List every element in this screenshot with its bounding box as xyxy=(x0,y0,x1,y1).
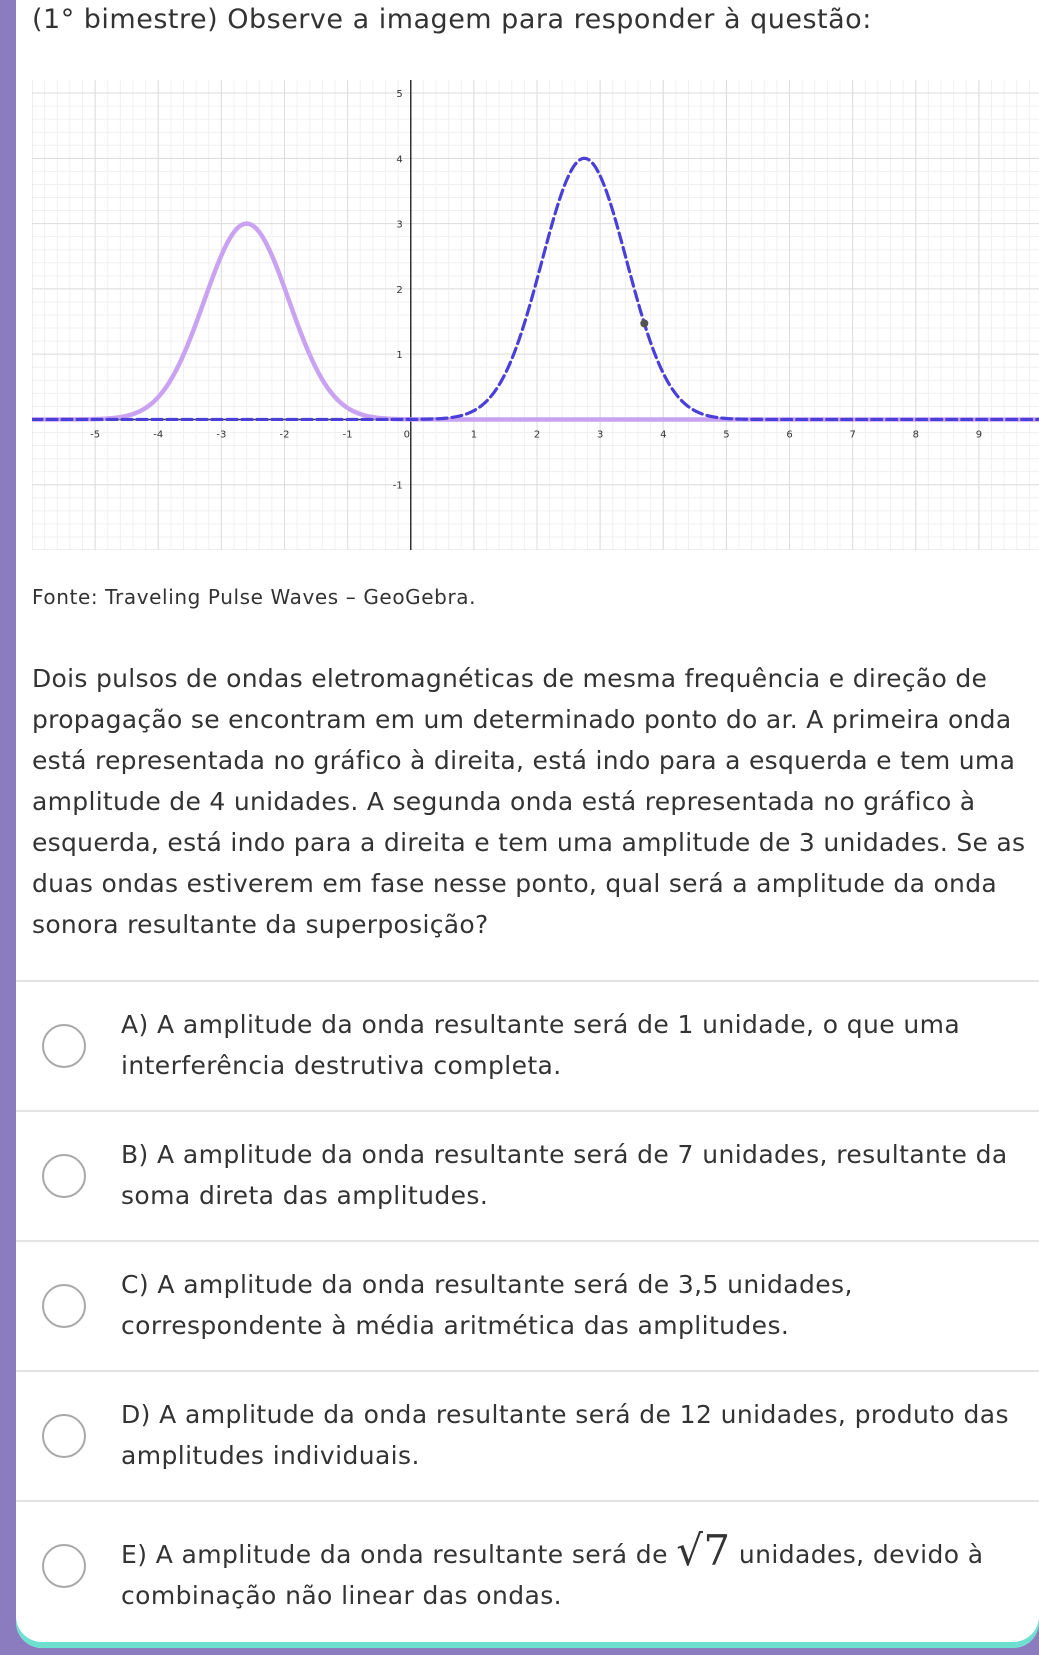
answer-options xyxy=(16,980,1039,1630)
option-d[interactable] xyxy=(16,1370,1039,1500)
x-tick-label: 9 xyxy=(975,429,983,441)
option-e[interactable] xyxy=(16,1500,1039,1630)
x-tick-label: -3 xyxy=(216,429,227,441)
question-header: (1° bimestre) Observe a imagem para responder à questão: xyxy=(32,4,872,35)
sqrt-radical: √ xyxy=(676,1526,704,1575)
option-d-text: D) A amplitude da onda resultante será de 12 unidades, produto das amplitudes individuais. xyxy=(121,1400,1009,1470)
wave-chart-svg xyxy=(32,80,1039,550)
x-tick-label: 6 xyxy=(786,429,793,441)
option-e-text-pre: E) A amplitude da onda resultante será de xyxy=(121,1540,668,1569)
option-b[interactable] xyxy=(16,1110,1039,1240)
x-tick-label: 8 xyxy=(912,429,919,441)
y-tick-label: 1 xyxy=(396,350,403,362)
x-tick-label: -1 xyxy=(342,429,353,441)
option-c[interactable] xyxy=(16,1240,1039,1370)
x-tick-label: -2 xyxy=(279,429,290,441)
x-tick-label: -5 xyxy=(90,429,101,441)
y-tick-label: 3 xyxy=(396,219,403,231)
x-tick-label: 4 xyxy=(660,429,667,441)
option-a-text: A) A amplitude da onda resultante será de 1 unidade, o que uma interferência destrutiva completa. xyxy=(121,1010,961,1080)
x-tick-label: 3 xyxy=(596,429,604,441)
question-card xyxy=(16,0,1039,1648)
y-tick-label: 4 xyxy=(396,154,403,166)
y-tick-label: 5 xyxy=(396,89,403,101)
wave-chart xyxy=(32,80,1039,550)
option-e-text-post: unidades, devido à combinação não linear das ondas. xyxy=(121,1540,984,1610)
x-tick-label: 1 xyxy=(470,429,478,441)
sqrt-value: 7 xyxy=(703,1526,731,1575)
y-tick-label: 2 xyxy=(396,284,403,296)
sqrt-symbol xyxy=(676,1526,730,1575)
option-a-radio[interactable] xyxy=(42,1024,86,1068)
option-d-radio[interactable] xyxy=(42,1414,86,1458)
x-tick-label: 2 xyxy=(533,429,541,441)
option-a[interactable] xyxy=(16,980,1039,1110)
x-tick-label: 7 xyxy=(849,429,856,441)
x-tick-label: -4 xyxy=(153,429,164,441)
option-e-radio[interactable] xyxy=(42,1544,86,1588)
option-b-radio[interactable] xyxy=(42,1154,86,1198)
option-b-text: B) A amplitude da onda resultante será de 7 unidades, resultante da soma direta das amplitudes. xyxy=(121,1140,1008,1210)
question-text: Dois pulsos de ondas eletromagnéticas de mesma frequência e direção de propagação se encontram em um determinado ponto do ar. A primeira onda está representada no gráfico à direita, está indo para a esquerda e tem uma amplitude de 4 unidades. A segunda onda está representada no gráfico à esquerda, está indo para a direita e tem uma amplitude de 3 unidades. Se as duas ondas estiverem em fase nesse ponto, qual será a amplitude da onda sonora resultante da superposição? xyxy=(32,664,1026,939)
x-tick-label: 0 xyxy=(403,429,410,441)
x-tick-label: 5 xyxy=(723,429,730,441)
option-c-text: C) A amplitude da onda resultante será de 3,5 unidades, correspondente à média aritmética das amplitudes. xyxy=(121,1270,853,1340)
y-tick-label: -1 xyxy=(392,480,403,492)
option-c-radio[interactable] xyxy=(42,1284,86,1328)
source-caption: Fonte: Traveling Pulse Waves – GeoGebra. xyxy=(32,585,477,609)
wave-point-marker xyxy=(640,319,648,327)
option-e-text xyxy=(121,1526,1021,1616)
